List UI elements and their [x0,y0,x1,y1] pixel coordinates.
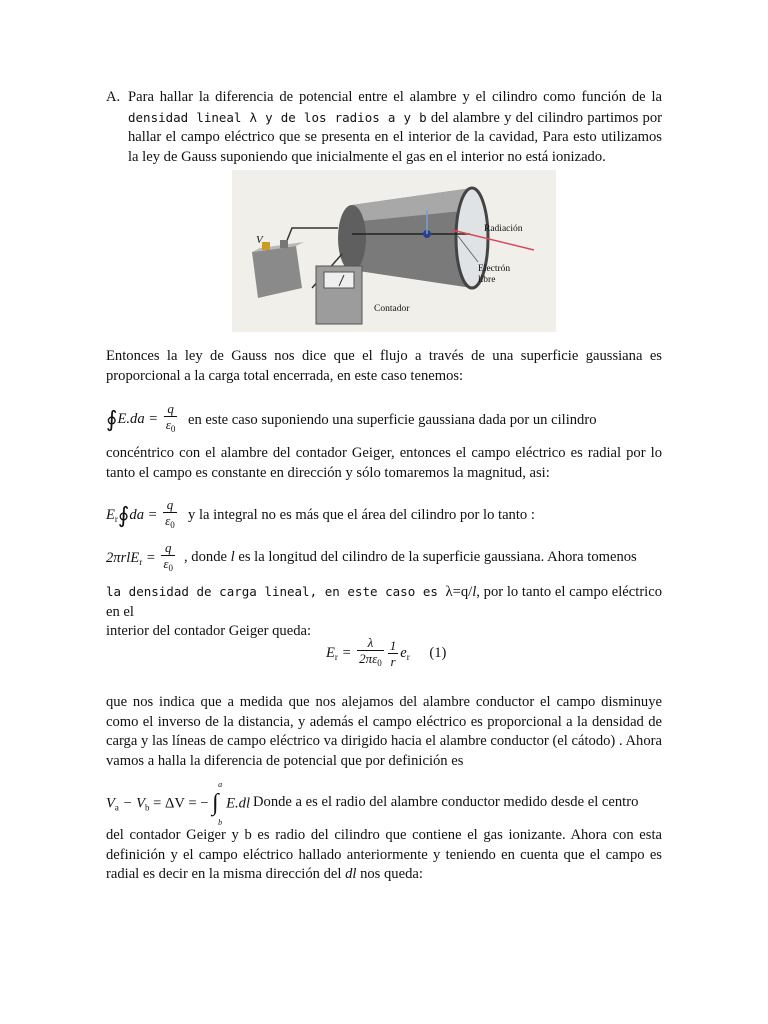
text-run: del contador Geiger y b es radio del cilindro que contiene el gas ionizante. Ahora con esta definición y el campo eléctrico hallado anteriormente y teniendo en cuenta que el campo es radial es decir en la misma dirección del [106,827,662,882]
paragraph-linear-density [106,582,662,642]
paragraph-field-behavior: que nos indica que a medida que nos alejamos del alambre conductor el campo disminuye como el inverso de la distancia, y además el campo eléctrico es proporcional a la densidad de carga y las líneas de campo eléctrico va dirigido hacia el alambre conductor (el cátodo) . Ahora vamos a halla la diferencia de potencial que por definición es [106,694,662,769]
paragraph-integral-area: y la integral no es más que el área del cilindro por lo tanto : [188,507,535,523]
den-symbol: ε [163,556,169,571]
definite-integral [212,780,226,827]
subscript: r [139,556,143,567]
subscript: 0 [170,424,176,434]
numerator: q [164,540,172,555]
subscript: b [144,802,150,813]
fraction [357,636,384,671]
denominator [357,650,384,671]
eq-text: E.dl [226,795,251,812]
text-run: interior del contador Geiger queda: [106,623,312,639]
numerator: q [167,401,174,416]
denominator [161,555,175,576]
text-run: , donde [184,549,231,565]
eq-text: = [142,549,156,566]
den-symbol: ε [165,513,171,528]
paragraph-radius-a-line1: Donde a es el radio del alambre conductor medido desde el centro [253,794,639,810]
equation-gauss-flux [106,402,179,437]
eq-text: V [106,795,115,812]
paragraph-gauss-law: Entonces la ley de Gauss nos dice que el flujo a través de una superficie gaussiana es proporcional a la carga total encerrada, en este caso tenemos: [106,348,662,384]
integral-symbol: ∮ [117,502,130,528]
eq-text: 2πrlE [106,549,140,566]
numerator: q [166,497,174,512]
list-marker: A. [106,89,121,105]
denominator [164,416,178,437]
paragraph-cylinder-rest: concéntrico con el alambre del contador Geiger, entonces el campo eléctrico es radial por lo tanto el campo es constante en dirección y sólo tomaremos la magnitud, asi: [106,445,662,481]
eq-text: E [106,506,115,523]
italic-text-run: dl [345,866,357,882]
integral-symbol: ∮ [106,406,118,432]
den-symbol: ε [165,417,171,432]
subscript: a [114,802,119,813]
text-run: λ=q/ [445,584,473,600]
text-run: , por lo tanto el campo eléctrico en el [106,584,663,620]
figure-label-libre: libre [478,275,496,285]
eq-text: E [326,644,335,661]
text-run: es la longitud del cilindro de la superficie gaussiana. Ahora tomenos [234,549,637,565]
den-symbol: 2πε [359,651,378,666]
eq-text: e [400,644,407,661]
paragraph-radius-definitions [106,826,662,885]
upper-limit: a [218,780,223,789]
text-run: Para hallar la diferencia de potencial entre el alambre y el cilindro como función de la [128,89,662,105]
fraction [388,639,399,669]
equation-potential-difference [106,780,251,827]
figure-label-electron: Electrón [478,264,511,274]
subscript: r [334,651,338,662]
fraction [163,498,177,533]
list-item-a-text [128,88,662,167]
italic-text-run: l [472,584,477,600]
fraction [164,402,178,437]
list-item-a [106,88,662,167]
subscript: r [406,651,410,662]
eq-text: da = [129,506,158,523]
subscript: r [114,513,118,524]
text-run: del alambre y del cilindro partimos por hallar el campo eléctrico que se presenta en el interior de la cavidad, Para esto utilizamos la ley de Gauss suponiendo que inicialmente el gas en el interior no está ionizado. [128,109,663,165]
equation-1-field [326,636,446,671]
eq-text: = ΔV = − [149,795,209,812]
denominator [163,512,177,533]
numerator: 1 [389,637,397,653]
mono-text-run: la densidad de carga lineal, en este caso es [106,584,446,599]
eq-text: E.da = [117,410,159,427]
fraction [161,541,175,576]
eq-text: = [337,644,352,661]
italic-text-run: l [230,549,235,565]
geiger-counter-figure [232,170,556,332]
mono-text-run: densidad lineal λ y de los radios a y b [128,109,427,125]
text-run: nos queda: [356,866,423,882]
figure-label-contador: Contador [374,304,410,314]
subscript: 0 [168,563,174,573]
figure-label-v: V [256,234,263,246]
integral-symbol: ∫ [212,790,219,816]
numerator: λ [367,635,374,650]
equation-radial-field [106,498,179,533]
equation-cylinder-area [106,541,177,576]
equation-number: (1) [429,644,447,661]
paragraph-length-definition [184,548,637,568]
denominator: r [388,653,399,669]
paragraph-cylinder-line1: en este caso suponiendo una superficie gaussiana dada por un cilindro [188,412,597,428]
subscript: 0 [377,658,382,668]
eq-text: − V [118,795,145,812]
lower-limit: b [218,818,223,827]
figure-label-radiacion: Radiación [484,224,523,234]
subscript: 0 [170,520,175,530]
